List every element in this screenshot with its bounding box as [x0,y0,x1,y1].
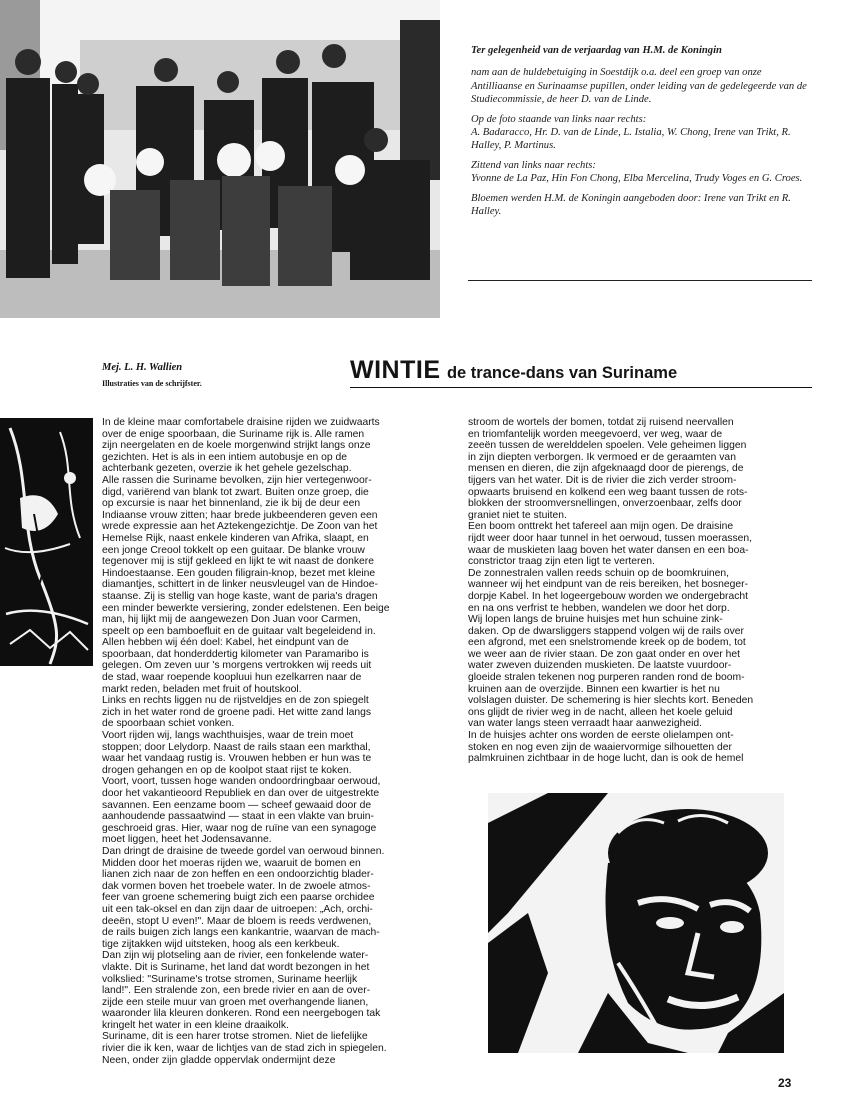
article-line: een minder bewerkte versiering, zonder edelstenen. Een beige [102,602,390,614]
article-line: tegenover mij is stijf gekleed en lijkt te wit naast de donkere [102,556,374,568]
article-line: door het vakantieoord Republiek en dan over de uitgestrekte [102,788,380,799]
article-line: Suriname, dit is een harer trotse stromen. Niet de liefelijke [102,1031,368,1043]
caption-divider [468,280,812,281]
article-line: Dan zijn wij plotseling aan de rivier, een fonkelende water- [102,950,369,962]
article-line: aanhoudende passaatwind — staat in een vlakte van bruin- [102,811,374,823]
article-line: en na ons verfrist te hebben, wandelen we door het dorp. [468,602,730,614]
group-photo-icon [0,0,440,318]
article-line: palmkruinen zichtbaar in de hoge lucht, dan is ook de hemel [468,753,744,765]
caption-seated-names: Yvonne de La Paz, Hin Fon Chong, Elba Mercelina, Trudy Voges en G. Croes. [471,173,803,185]
left-illustration [0,418,93,666]
article-line: waar het vandaag rustig is. Vrouwen hebben er hun was te [102,753,372,765]
caption-standing-label: Op de foto staande van links naar rechts: A. Badaracco, Hr. D. van de Linde, L. Istalia, W. Chong, Irene van Trikt, R. Halley, P. Martinus. [471,113,791,152]
article-line: savannen. Een eenzame boom — scheef gewaaid door de [102,799,372,811]
article-line: In de huisjes achter ons worden de eerste olielampen ont- [468,730,734,742]
headline-divider [350,387,812,388]
article-line: Links en rechts liggen nu de rijstveldjes en de zon spiegelt [102,695,369,707]
article-line: lianen zich naar de zon heffen en een ondoorzichtig blader- [102,869,374,881]
article-line: op excursie is naar het binnenland, zie ik bij de deur een [102,498,361,510]
article-author: Mej. L. H. Wallien [102,362,183,373]
article-line: spoorbaan, dat honderddertig kilometer van Paramaribo is [102,648,369,660]
article-line: uit een tak-oksel en dan zijn daar de uitroepen: „Ach, orchi- [102,903,373,915]
article-line: graniet niet te stuiten. [468,509,567,521]
article-line: digd, variërend van blank tot zwart. Buiten onze groep, die [102,486,369,498]
right-illustration [488,793,784,1053]
article-line: Hemelse Rijk, naast enkele kinderen van Afrika, slaapt, en [102,532,369,544]
article-line: diamantjes, schittert in de linker neusvleugel van de Hindoe- [102,579,378,591]
article-line: blokken der stroomversnellingen, onverzoenbaar, zelfs door [468,498,742,510]
article-line: mensen en dieren, die zijn afgeknaagd door de pierengs, de [468,463,744,475]
article-line: kringelt het water in een kleine draaikolk. [102,1019,289,1031]
article-line: ons glijdt de rivier weg in de nacht, alleen het koele geluid [468,706,733,718]
article-line: een afgrond, met een snelstromende kreek op de bodem, tot [468,637,746,649]
article-line: Hindoestaanse. Een gouden filigrain-knop, bezet met kleine [102,567,376,579]
article-line: de spoorbaan schiet vonken. [102,718,235,730]
article-line: Voort, voort, tussen hoge wanden ondoordringbaar oerwoud, [102,776,381,788]
caption-standing-names: A. Badaracco, Hr. D. van de Linde, L. Istalia, W. Chong, Irene van Trikt, R. Halley, P. Martinus. [471,127,791,152]
woodcut-portrait-icon [488,793,784,1053]
article-line: in zijn diepten verborgen. Ik vermoed er de geraamten van [468,451,736,463]
article-line: rivier die ik ken, waar de lichtjes van de stad zich in spiegelen. [102,1043,387,1055]
article-line: achterbank gezeten, overzie ik het gehele gezelschap. [102,463,352,475]
article-line: deeën, stopt U even!". Maar de bloem is reeds verdwenen, [102,915,372,927]
article-line: stoken en nog even zijn de waaiervormige silhouetten der [468,741,732,753]
article-line: volslagen duister. De schemering is hier slechts kort. Beneden [468,695,754,707]
photo-caption [471,44,811,224]
article-line: dorpje Kabel. In het logeergebouw worden we ondergebracht [468,590,749,602]
article-line: wanneer wij het eindpunt van de reis bereiken, het bosneger- [468,579,749,591]
article-line: Neen, onder zijn gladde oppervlak ondermijnt deze [102,1054,336,1066]
article-line: vlakte. Dit is Suriname, het land dat wordt bezongen in het [102,961,370,973]
article-left-column [102,417,440,1066]
article-line: Een boom onttrekt het tafereel aan mijn ogen. De draisine [468,521,734,533]
article-line: geschroeid gras. Hier, waar nog de ruïne van een synagoge [102,822,377,834]
article-line: stoppen; door Lelydorp. Naast de rails staan een markthal, [102,741,371,753]
article-line: markt reden, beladen met fruit of houtskool. [102,683,302,695]
article-line: feer van groene schemering buigt zich een paarse orchidee [102,892,375,904]
article-line: daken. Op de dwarsliggers stappend volgen wij de rails over [468,625,744,637]
article-line: over de enige spoorbaan, die Suriname rijk is. Alle ramen [102,428,365,440]
page-number: 23 [778,1076,792,1090]
caption-intro: nam aan de huldebetuiging in Soestdijk o.a. deel een groep van onze Antilliaanse en Surinaamse pupillen, onder leiding van de gedelegeerde van de Studiecommissie, de heer D. van de Linde. [471,67,807,106]
article-line: dak vormen boven het troebele water. In de zwoele atmos- [102,880,371,892]
article-line: stroom de wortels der bomen, totdat zij ruisend neervallen [468,417,734,428]
article-line: moet liggen, heet het Jodensavanne. [102,834,272,846]
article-line: De zonnestralen vallen reeds schuin op de boomkruinen, [468,567,730,579]
article-line: tige zijtakken wijd uitsteken, hoog als een kerkbeuk. [102,938,340,950]
article-title [350,356,810,385]
article-line: van water langs steen verraadt haar aanwezigheid. [468,718,703,730]
article-line: gelegen. Om zeven uur 's morgens vertrokken wij reeds uit [102,660,372,672]
article-line: constrictor traag zijn eten ligt te verteren. [468,556,655,568]
article-line: zich in het water rond de groene padi. Het witte zand langs [102,706,372,718]
article-line: Alle rassen die Suriname bevolken, zijn hier vertegenwoor- [102,474,372,486]
article-line: speelt op een bamboefluit en de guitaar valt begeleidend in. [102,625,376,637]
article-line: opwaarts bruisend en kolkend een weg baant tussen de rots- [468,486,748,498]
abstract-woodcut-icon [0,418,93,666]
article-line: gezichten. Het is als in een intiem autobusje en op de [102,451,347,463]
article-line: Voort rijden wij, langs wachthuisjes, waar de trein moet [102,730,354,742]
article-line: de stad, waar roepende koopluui hun ezelkarren naar de [102,672,362,684]
article-line: drogen gehangen en op de koolpot staat rijst te koken. [102,764,352,776]
article-line: waaronder lila kleuren donkeren. Rond een neergebogen tak [102,1008,381,1020]
article-line: staanse. Zij is stellig van hoge kaste, want de paria's dragen [102,590,378,602]
article-line: zijn neergelaten en de koele morgenwind strijkt langs onze [102,440,371,452]
article-line: water zweven duizenden muskieten. De laatste vuurdoor- [468,660,732,672]
article-line: volkslied: "Suriname's trotse stromen, Suriname heerlijk [102,973,358,985]
article-line: wrede expressie aan het Aztekengezichtje. De Zoon van het [102,521,378,533]
caption-seated-label: Zittend van links naar rechts: Yvonne de La Paz, Hin Fon Chong, Elba Mercelina, Trudy Voges en G. Croes. [471,159,803,185]
article-title-main: WINTIE [350,356,441,384]
article-line: Midden door het moeras rijden we, waaruit de bomen en [102,857,361,869]
caption-flowers: Bloemen werden H.M. de Koningin aangeboden door: Irene van Trikt en R. Halley. [471,192,791,218]
article-line: een jonge Creool tokkelt op een guitaar. De blanke vrouw [102,544,365,556]
group-photo [0,0,440,318]
article-right-column [468,417,808,765]
article-line: Indiaanse vrouw zitten; haar brede jukbeenderen geven een [102,509,378,521]
article-line: Dan dringt de draisine de tweede gordel van oerwoud binnen. [102,845,385,857]
article-line: Wij lopen langs de bruine huisjes met hun schuine zink- [468,614,723,626]
illustrations-credit: Illustraties van de schrijfster. [102,379,202,388]
article-line: zijde een steile muur van groen met overhangende lianen, [102,996,369,1008]
article-line: man, hij lijkt mij de aangewezen Don Juan voor Carmen, [102,614,361,626]
article-line: waar de muskieten laag boven het water dansen en een boa- [468,544,749,556]
article-line: land!". Een stralende zon, een brede rivier en aan de over- [102,985,371,997]
article-line: de rails buigen zich langs een kankantrie, waarvan de mach- [102,927,380,939]
article-line: gloeide stralen tekenen nog purperen randen rond de boom- [468,672,745,684]
article-line: zeeën tussen de werelddelen spoelen. Vele geheimen liggen [468,440,747,452]
article-line: rijdt weer door haar tunnel in het oerwoud, tussen moerassen, [468,532,753,544]
article-line: we weer aan de rivier staan. De zon gaat onder en over het [468,648,740,660]
article-title-sub: de trance-dans van Suriname [446,364,678,382]
article-line: tijgers van het water. Dit is de rivier die zich verder stroom- [468,474,737,486]
article-line: kruinen aan de overzijde. Binnen een kwartier is het nu [468,683,720,695]
article-line: en triomfantelijk worden meegevoerd, ver weg, waar de [468,428,723,440]
article-line: Allen hebben wij één doel: Kabel, het eindpunt van de [102,637,349,649]
caption-title: Ter gelegenheid van de verjaardag van H.M. de Koningin [471,45,722,56]
article-line: In de kleine maar comfortabele draisine rijden we zuidwaarts [102,417,380,428]
